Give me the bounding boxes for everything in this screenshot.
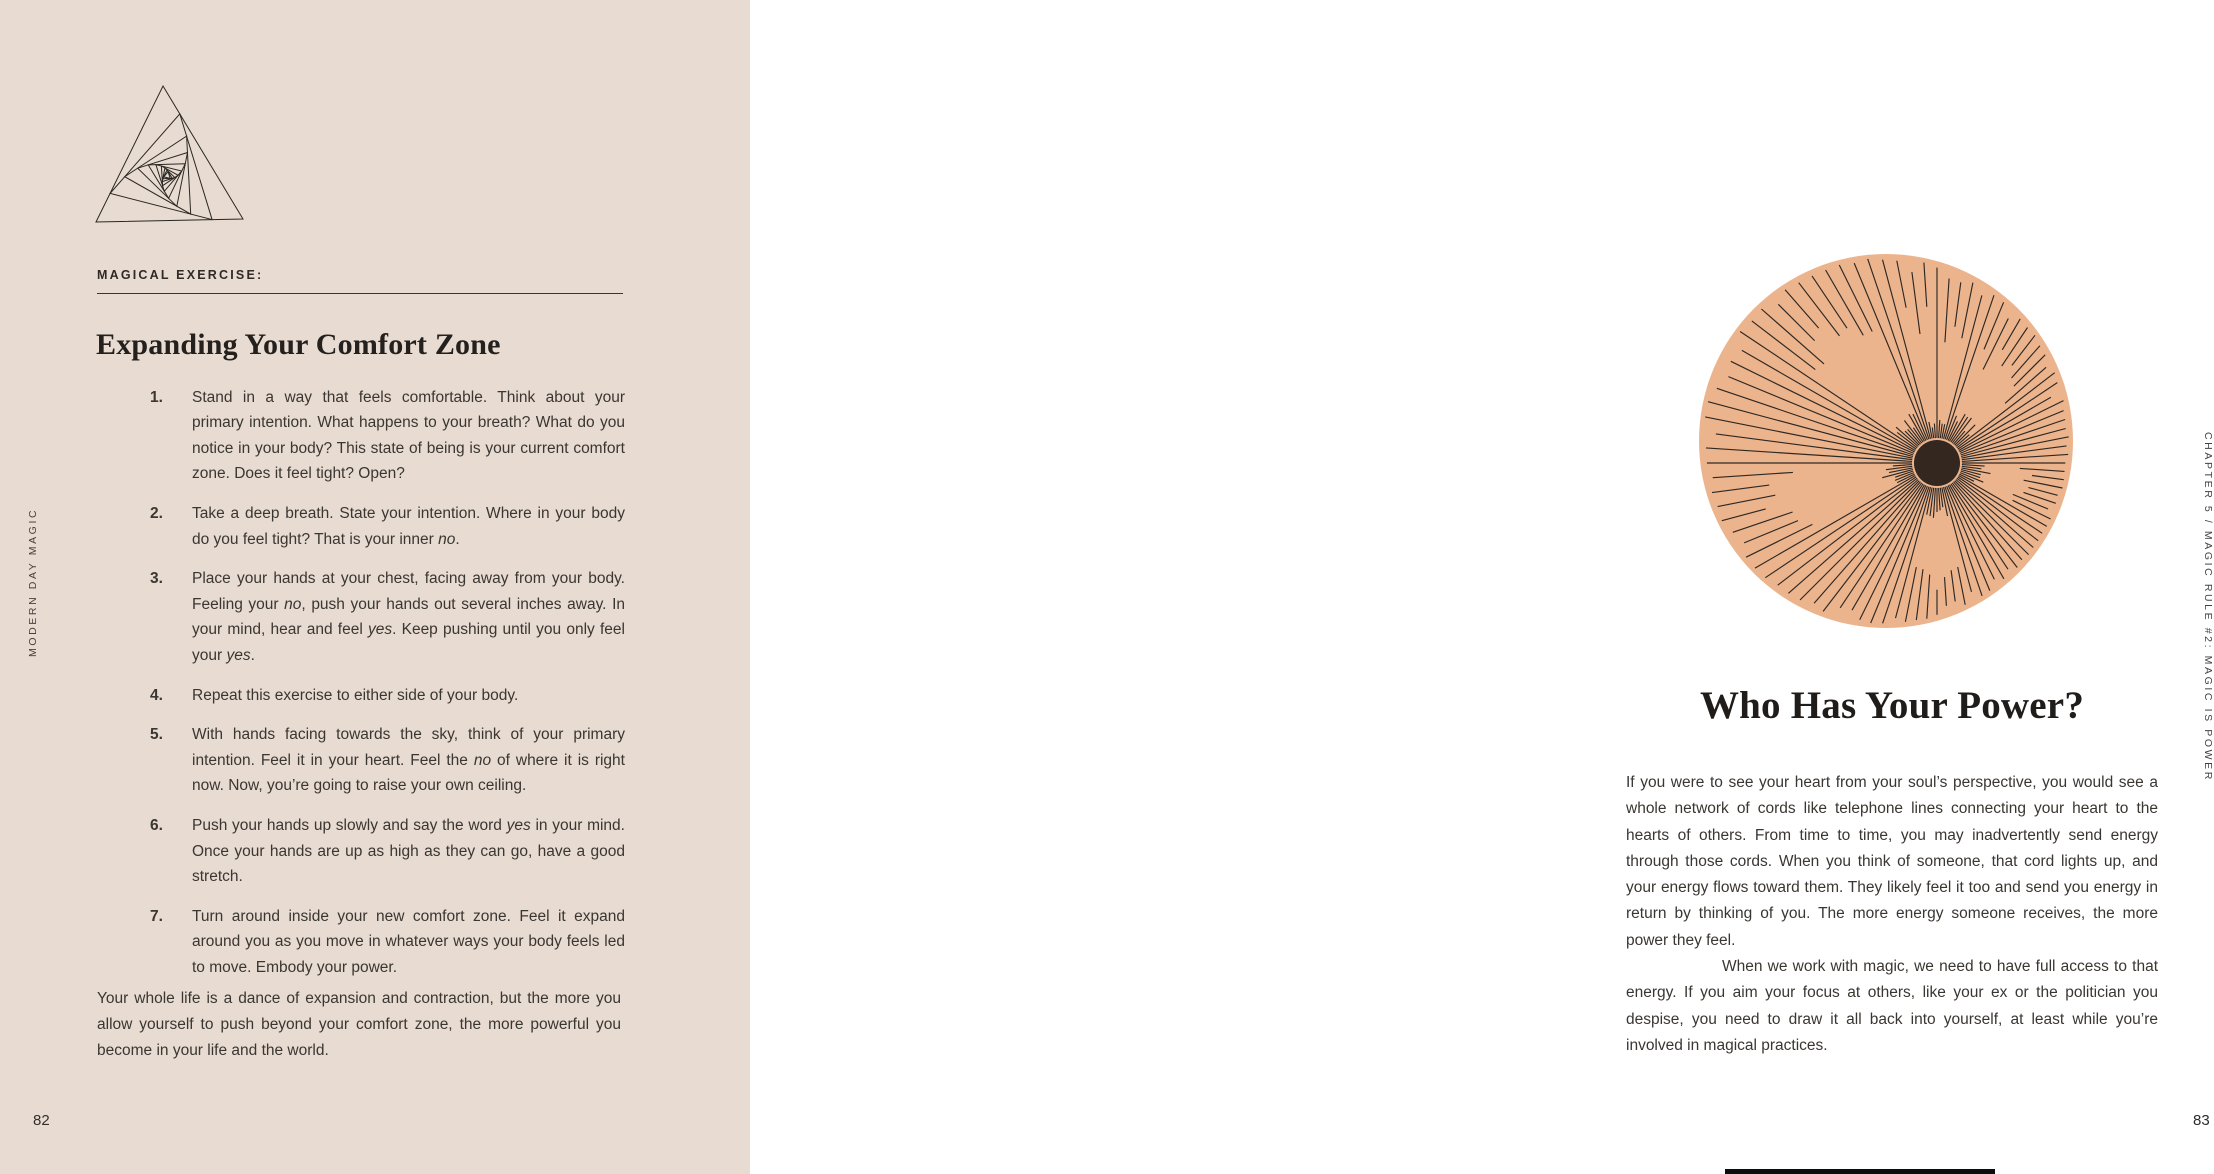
left-page <box>0 0 750 1174</box>
list-item <box>97 501 625 552</box>
list-item-number: 2. <box>150 505 163 523</box>
body-paragraph: If you were to see your heart from your soul’s perspective, you would see a whole network of cords like telephone lines connecting your heart to the hearts of others. From time to time, you may inadvertently send energy through those cords. When you think of someone, that cord lights up, and your energy flows toward them. They likely feel it too and send you energy in return by thinking of you. The more energy someone receives, the more power they feel. <box>1626 774 2158 949</box>
list-item-text: Take a deep breath. State your intention. Where in your body do you feel tight? That is your inner no. <box>192 505 625 548</box>
list-item-text: Turn around inside your new comfort zone. Feel it expand around you as you move in whatever ways your body feels led to move. Embody your power. <box>192 907 625 976</box>
list-item-number: 1. <box>150 389 163 406</box>
right-page-title: Who Has Your Power? <box>1699 684 2085 727</box>
exercise-list <box>97 385 625 995</box>
list-item-text: With hands facing towards the sky, think of your primary intention. Feel it in your heart. Feel the no of where it is right now. Now, you’re going to raise your own ceiling. <box>192 726 625 795</box>
list-item-text: Stand in a way that feels comfortable. Think about your primary intention. What happens to your breath? What do you notice in your body? This state of being is your current comfort zone. Does it feel tight? Open? <box>192 389 625 483</box>
section-eyebrow: MAGICAL EXERCISE: <box>97 268 264 282</box>
left-page-title: Expanding Your Comfort Zone <box>96 328 501 361</box>
list-item <box>97 904 625 980</box>
list-item <box>97 385 625 487</box>
list-item-number: 6. <box>150 817 163 835</box>
chapter-margin-text: CHAPTER 5 / MAGIC RULE #2: MAGIC IS POWER <box>2202 432 2214 782</box>
bottom-edge-bar <box>1725 1169 1995 1174</box>
right-page <box>750 0 2214 1174</box>
sunburst-icon <box>1696 251 2086 641</box>
page-number: 82 <box>33 1112 50 1129</box>
page-number: 83 <box>2193 1112 2210 1129</box>
section-rule <box>97 293 623 294</box>
list-item <box>97 722 625 798</box>
closing-paragraph: Your whole life is a dance of expansion and contraction, but the more you allow yourself to push beyond your comfort zone, the more powerful you become in your life and the world. <box>97 990 621 1059</box>
body-paragraph: When we work with magic, we need to have full access to that energy. If you aim your focus at others, like your ex or the politician you despise, you need to draw it all back into yourself, at least while you’re involved in magical practices. <box>1626 958 2158 1054</box>
body-text <box>1626 770 2158 1059</box>
list-item-number: 4. <box>150 686 163 704</box>
list-item-number: 7. <box>150 907 163 925</box>
list-item <box>97 566 625 668</box>
list-item <box>97 813 625 889</box>
list-item-number: 5. <box>150 726 163 744</box>
list-item-text: Repeat this exercise to either side of your body. <box>192 686 519 704</box>
triangle-spiral-icon <box>93 82 245 226</box>
list-item-text: Place your hands at your chest, facing away from your body. Feeling your no, push your hands out several inches away. In your mind, hear and feel yes. Keep pushing until you only feel your yes. <box>192 570 625 664</box>
list-item <box>97 683 625 708</box>
list-item-number: 3. <box>150 570 163 588</box>
list-item-text: Push your hands up slowly and say the word yes in your mind. Once your hands are up as high as they can go, have a good stretch. <box>192 817 625 885</box>
book-title-margin-text: MODERN DAY MAGIC <box>27 507 39 657</box>
